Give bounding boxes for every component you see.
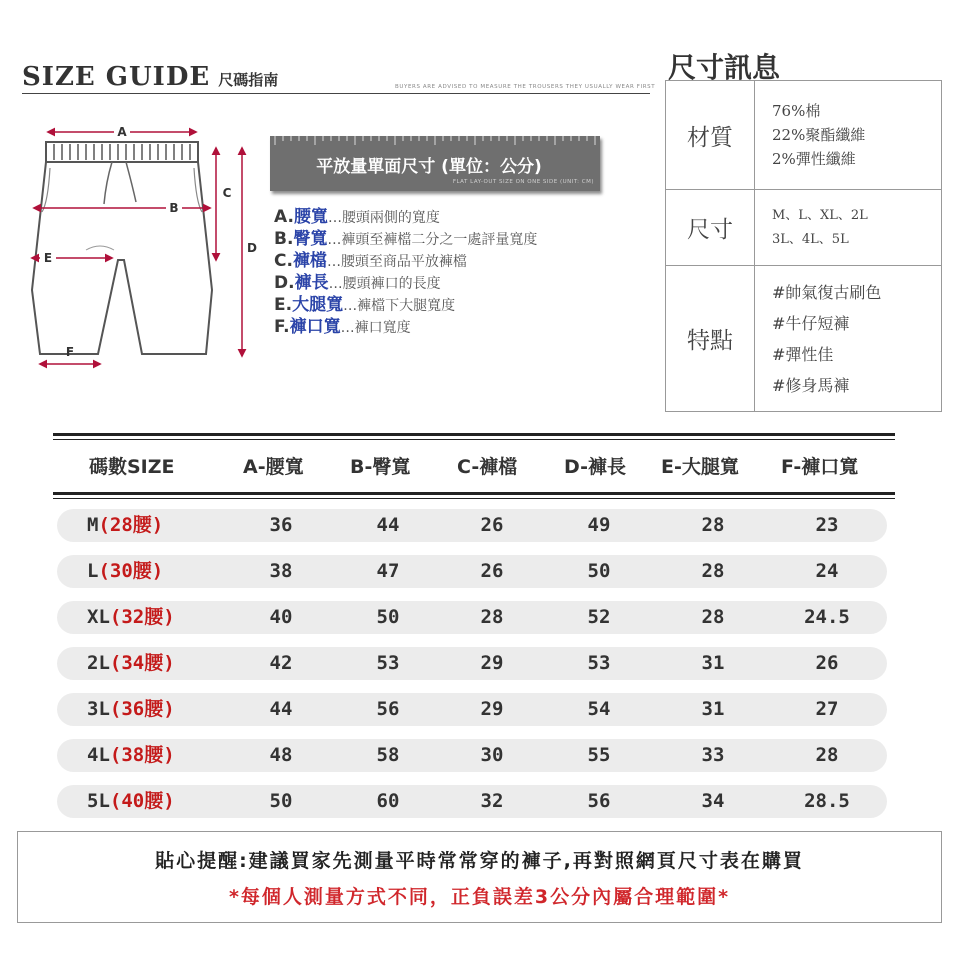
table-row: 5L(40腰) 50 60 32 56 34 28.5 <box>57 785 887 818</box>
info-title: 尺寸訊息 <box>668 51 781 84</box>
table-header <box>53 442 895 492</box>
size-cell: 2L(34腰) <box>87 652 175 674</box>
table-row: L(30腰) 38 47 26 50 28 24 <box>57 555 887 588</box>
info-feature-row <box>666 265 941 411</box>
info-size-row <box>666 189 941 265</box>
header-e: E-大腿寬 <box>661 456 739 478</box>
header-a: A-腰寬 <box>243 456 304 478</box>
label-c: C <box>222 186 232 200</box>
info-box <box>665 80 942 412</box>
definition-c: C.褲檔…腰頭至商品平放褲檔 <box>274 251 467 271</box>
label-d: D <box>247 241 257 255</box>
info-material-row <box>666 81 941 189</box>
title-en: SIZE GUIDE <box>22 62 211 92</box>
table-top-rule-thin <box>53 439 895 440</box>
measurement-definitions <box>274 206 537 338</box>
size-cell: 4L(38腰) <box>87 744 175 766</box>
reminder-text: 貼心提醒:建議買家先測量平時常常穿的褲子,再對照網頁尺寸表在購買 <box>155 850 804 872</box>
header-d: D-褲長 <box>564 456 627 478</box>
size-cell: 5L(40腰) <box>87 790 175 812</box>
material-label: 材質 <box>666 81 755 189</box>
size-values: M、L、XL、2L 3L、4L、5L <box>772 207 868 247</box>
reminder-box <box>17 831 942 923</box>
header-f: F-褲口寬 <box>781 456 859 478</box>
ruler-banner <box>270 136 600 191</box>
table-row: 2L(34腰) 42 53 29 53 31 26 <box>57 647 887 680</box>
size-cell: 3L(36腰) <box>87 698 175 720</box>
table-header-rule-thin <box>53 498 895 499</box>
header-divider <box>22 93 650 94</box>
table-top-rule <box>53 433 895 436</box>
definition-b: B.臀寬…褲頭至褲檔二分之一處評量寬度 <box>274 229 538 249</box>
ruler-subtitle: FLAT LAY-OUT SIZE ON ONE SIDE (UNIT: CM) <box>452 179 594 185</box>
size-cell: L(30腰) <box>87 560 164 582</box>
header-size: 碼數SIZE <box>89 456 175 478</box>
size-cell: M(28腰) <box>87 514 164 536</box>
definition-a: A.腰寬…腰頭兩側的寬度 <box>274 207 440 227</box>
header-c: C-褲檔 <box>457 456 518 478</box>
definition-f: F.褲口寬…褲口寬度 <box>274 317 411 337</box>
size-cell: XL(32腰) <box>87 606 175 628</box>
ruler-ticks <box>270 136 600 150</box>
size-label: 尺寸 <box>666 190 755 265</box>
ruler-title: 平放量單面尺寸 (單位：公分) <box>316 157 542 177</box>
table-row: 3L(36腰) 44 56 29 54 31 27 <box>57 693 887 726</box>
definition-d: D.褲長…腰頭褲口的長度 <box>274 273 441 293</box>
table-row: XL(32腰) 40 50 28 52 28 24.5 <box>57 601 887 634</box>
label-a: A <box>117 125 127 139</box>
label-e: E <box>43 251 53 265</box>
page-title <box>22 62 278 92</box>
label-f: F <box>65 345 75 359</box>
header-b: B-臀寬 <box>350 456 411 478</box>
table-row: 4L(38腰) 48 58 30 55 33 28 <box>57 739 887 772</box>
table-row: M(28腰) 36 44 26 49 28 23 <box>57 509 887 542</box>
material-values: 76%棉 22%聚酯纖維 2%彈性纖維 <box>772 102 866 168</box>
header-note: BUYERS ARE ADVISED TO MEASURE THE TROUSERS THEY USUALLY WEAR FIRST <box>395 84 656 90</box>
title-cn: 尺碼指南 <box>218 71 279 89</box>
label-b: B <box>169 201 179 215</box>
shorts-diagram <box>20 112 260 372</box>
feature-values: #帥氣復古刷色 #牛仔短褲 #彈性佳 #修身馬褲 <box>772 282 882 395</box>
definition-e: E.大腿寬…褲檔下大腿寬度 <box>274 295 456 315</box>
table-header-rule <box>53 492 895 495</box>
feature-label: 特點 <box>666 266 755 411</box>
shorts-outline <box>32 142 212 354</box>
tolerance-note: *每個人測量方式不同，正負誤差3公分內屬合理範圍* <box>228 886 731 908</box>
